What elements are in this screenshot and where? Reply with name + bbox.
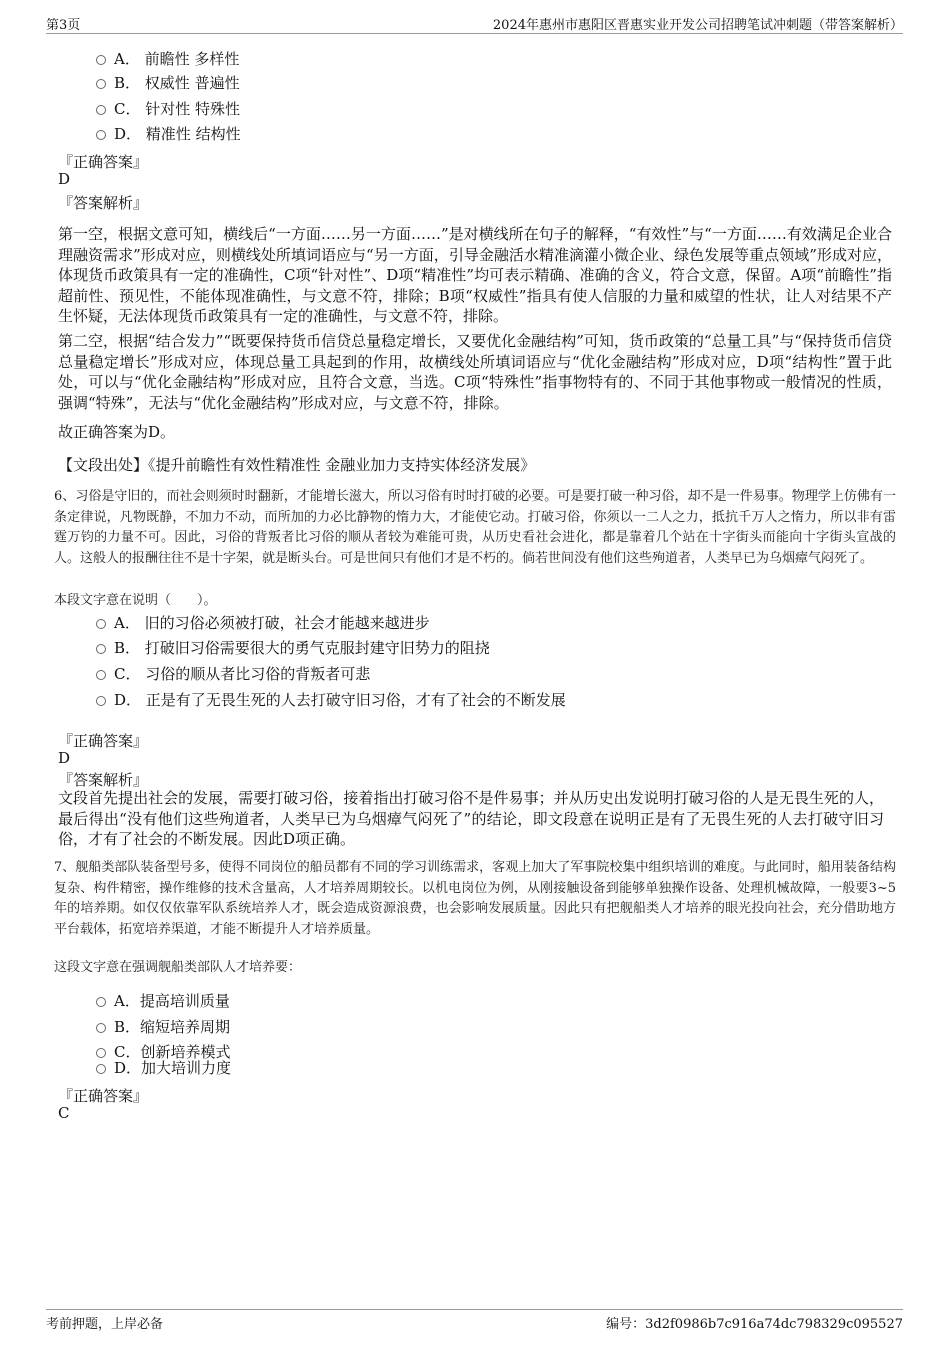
- q6-option-d-text: 正是有了无畏生死的人去打破守旧习俗，才有了社会的不断发展: [141, 691, 566, 709]
- q7-option-a-text: 提高培训质量: [139, 992, 230, 1010]
- q7-option-d[interactable]: [96, 1057, 231, 1078]
- q5-answer: D: [58, 170, 71, 188]
- q7-option-c-text: 创新培养模式: [140, 1043, 231, 1061]
- q6-option-a-text: 旧的习俗必须被打破，社会才能越来越进步: [139, 614, 430, 632]
- document-id: 编号：3d2f0986b7c916a74dc798329c095527: [606, 1317, 903, 1332]
- q5-source: 【文段出处】《提升前瞻性有效性精准性 金融业加力支持实体经济发展》: [58, 456, 536, 474]
- q7-option-b-text: 缩短培养周期: [140, 1018, 231, 1036]
- q7-option-a-label: A．: [114, 992, 140, 1010]
- q5-option-d-text: 精准性 结构性: [141, 125, 241, 143]
- document-title: 2024年惠州市惠阳区晋惠实业开发公司招聘笔试冲刺题（带答案解析）: [492, 18, 903, 33]
- q5-conclusion: 故正确答案为D。: [58, 423, 176, 441]
- q6-option-b-label: B．: [114, 639, 141, 657]
- q5-option-c-label: C．: [114, 100, 141, 118]
- q6-option-c[interactable]: [96, 663, 370, 684]
- q7-answer-heading: 『正确答案』: [58, 1087, 149, 1105]
- q5-option-b[interactable]: [96, 72, 240, 93]
- footer-divider: [46, 1309, 903, 1310]
- q5-option-d-label: D．: [114, 125, 142, 143]
- q5-analysis-heading: 『答案解析』: [58, 194, 149, 212]
- radio-icon[interactable]: [96, 644, 106, 654]
- q5-analysis-paragraph-2: 第二空，根据“结合发力”“既要保持货币信贷总量稳定增长，又要优化金融结构”可知，货币政策的“总量工具”与“保持货币信贷总量稳定增长”形成对应，体现总量工具起到的作用，故横线处所填词语应与“优化金融结构”形成对应，D项“结构性”置于此处，可以与“优化金融结构”形成对应，且符合文意，当选。C项“特殊性”指事物特有的、不同于其他事物或一般情况的性质，强调“特殊”，无法与“优化金融结构”形成对应，与文意不符，排除。: [58, 332, 892, 412]
- q5-option-a-label: A．: [114, 50, 140, 68]
- radio-icon[interactable]: [96, 619, 106, 629]
- radio-icon[interactable]: [96, 997, 106, 1007]
- q5-option-d[interactable]: [96, 123, 241, 144]
- q5-option-c-text: 针对性 特殊性: [140, 100, 241, 118]
- q6-option-a[interactable]: [96, 612, 430, 633]
- footer-slogan: 考前押题，上岸必备: [46, 1317, 164, 1332]
- q7-option-c-label: C．: [114, 1043, 141, 1061]
- page-number: 第3页: [46, 18, 81, 33]
- q5-option-a-text: 前瞻性 多样性: [139, 50, 240, 68]
- q5-option-b-text: 权威性 普遍性: [140, 74, 240, 92]
- q5-option-c[interactable]: [96, 98, 240, 119]
- q5-analysis-paragraph-1: 第一空，根据文意可知，横线后“一方面……另一方面……”是对横线所在句子的解释，“有效性”与“一方面……有效满足企业合理融资需求”形成对应，则横线处所填词语应与“另一方面，引导金融活水精准滴灌小微企业、绿色发展等重点领域”形成对应，体现货币政策具有一定的准确性，C项“针对性”、D项“精准性”均可表示精确、准确的含义，符合文意，保留。A项“前瞻性”指超前性、预见性，不能体现准确性，与文意不符，排除；B项“权威性”指具有使人信服的力量和威望的性状，让人对结果不产生怀疑，无法体现货币政策具有一定的准确性，与文意不符，排除。: [58, 225, 892, 325]
- radio-icon[interactable]: [96, 1064, 106, 1074]
- q6-option-b[interactable]: [96, 637, 490, 658]
- radio-icon[interactable]: [96, 696, 106, 706]
- q5-option-b-label: B．: [114, 74, 141, 92]
- q7-option-d-text: 加大培训力度: [141, 1059, 232, 1077]
- q6-answer: D: [58, 749, 71, 767]
- q7-option-d-label: D．: [114, 1059, 142, 1077]
- q7-option-b-label: B．: [114, 1018, 141, 1036]
- radio-icon[interactable]: [96, 55, 106, 65]
- q7-stem: 7、舰船类部队装备型号多，使得不同岗位的船员都有不同的学习训练需求，客观上加大了军事院校集中组织培训的难度。与此同时，船用装备结构复杂、构件精密，操作维修的技术含量高，人才培养周期较长。以机电岗位为例，从刚接触设备到能够单独操作设备、处理机械故障，一般要3~5年的培养期。如仅仅依靠军队系统培养人才，既会造成资源浪费，也会影响发展质量。因此只有把舰船类人才培养的眼光投向社会，充分借助地方平台载体，拓宽培养渠道，才能不断提升人才培养质量。: [54, 860, 896, 937]
- header-divider: [46, 33, 903, 34]
- q6-analysis-heading: 『答案解析』: [58, 771, 149, 789]
- q7-option-a[interactable]: [96, 990, 230, 1011]
- q6-stem: 6、习俗是守旧的，而社会则须时时翻新，才能增长滋大，所以习俗有时时打破的必要。可是要打破一种习俗，却不是一件易事。物理学上仿佛有一条定律说，凡物既静，不加力不动，而所加的力必比静物的惰力大，才能使它动。打破习俗，你须以一二人之力，抵抗千万人之惰力，所以非有雷霆万钧的力量不可。因此，习俗的背叛者比习俗的顺从者较为难能可贵，从历史看社会进化，都是靠着几个站在十字街头而能向十字街头宣战的人。这般人的报酬往往不是十字架，就是断头台。可是世间只有他们才是不朽的。倘若世间没有他们这些殉道者，人类早已为乌烟瘴气闷死了。: [54, 489, 896, 566]
- radio-icon[interactable]: [96, 79, 106, 89]
- radio-icon[interactable]: [96, 1023, 106, 1033]
- radio-icon[interactable]: [96, 105, 106, 115]
- q7-answer: C: [58, 1104, 70, 1122]
- q6-option-c-label: C．: [114, 665, 141, 683]
- q6-answer-heading: 『正确答案』: [58, 732, 149, 750]
- q6-option-d[interactable]: [96, 689, 566, 710]
- radio-icon[interactable]: [96, 130, 106, 140]
- q6-option-c-text: 习俗的顺从者比习俗的背叛者可悲: [140, 665, 371, 683]
- q7-question: 这段文字意在强调舰船类部队人才培养要：: [54, 960, 302, 975]
- q6-option-d-label: D．: [114, 691, 142, 709]
- q6-option-a-label: A．: [114, 614, 140, 632]
- radio-icon[interactable]: [96, 670, 106, 680]
- q6-question: 本段文字意在说明（ ）。: [54, 593, 217, 608]
- q6-option-b-text: 打破旧习俗需要很大的勇气克服封建守旧势力的阻挠: [140, 639, 490, 657]
- q6-analysis: 文段首先提出社会的发展，需要打破习俗，接着指出打破习俗不是件易事；并从历史出发说明打破习俗的人是无畏生死的人，最后得出“没有他们这些殉道者，人类早已为乌烟瘴气闷死了”的结论，即文段意在说明正是有了无畏生死的人去打破守旧习俗，才有了社会的不断发展。因此D项正确。: [58, 789, 884, 848]
- q5-answer-heading: 『正确答案』: [58, 153, 149, 171]
- q7-option-b[interactable]: [96, 1016, 230, 1037]
- q5-option-a[interactable]: [96, 48, 239, 69]
